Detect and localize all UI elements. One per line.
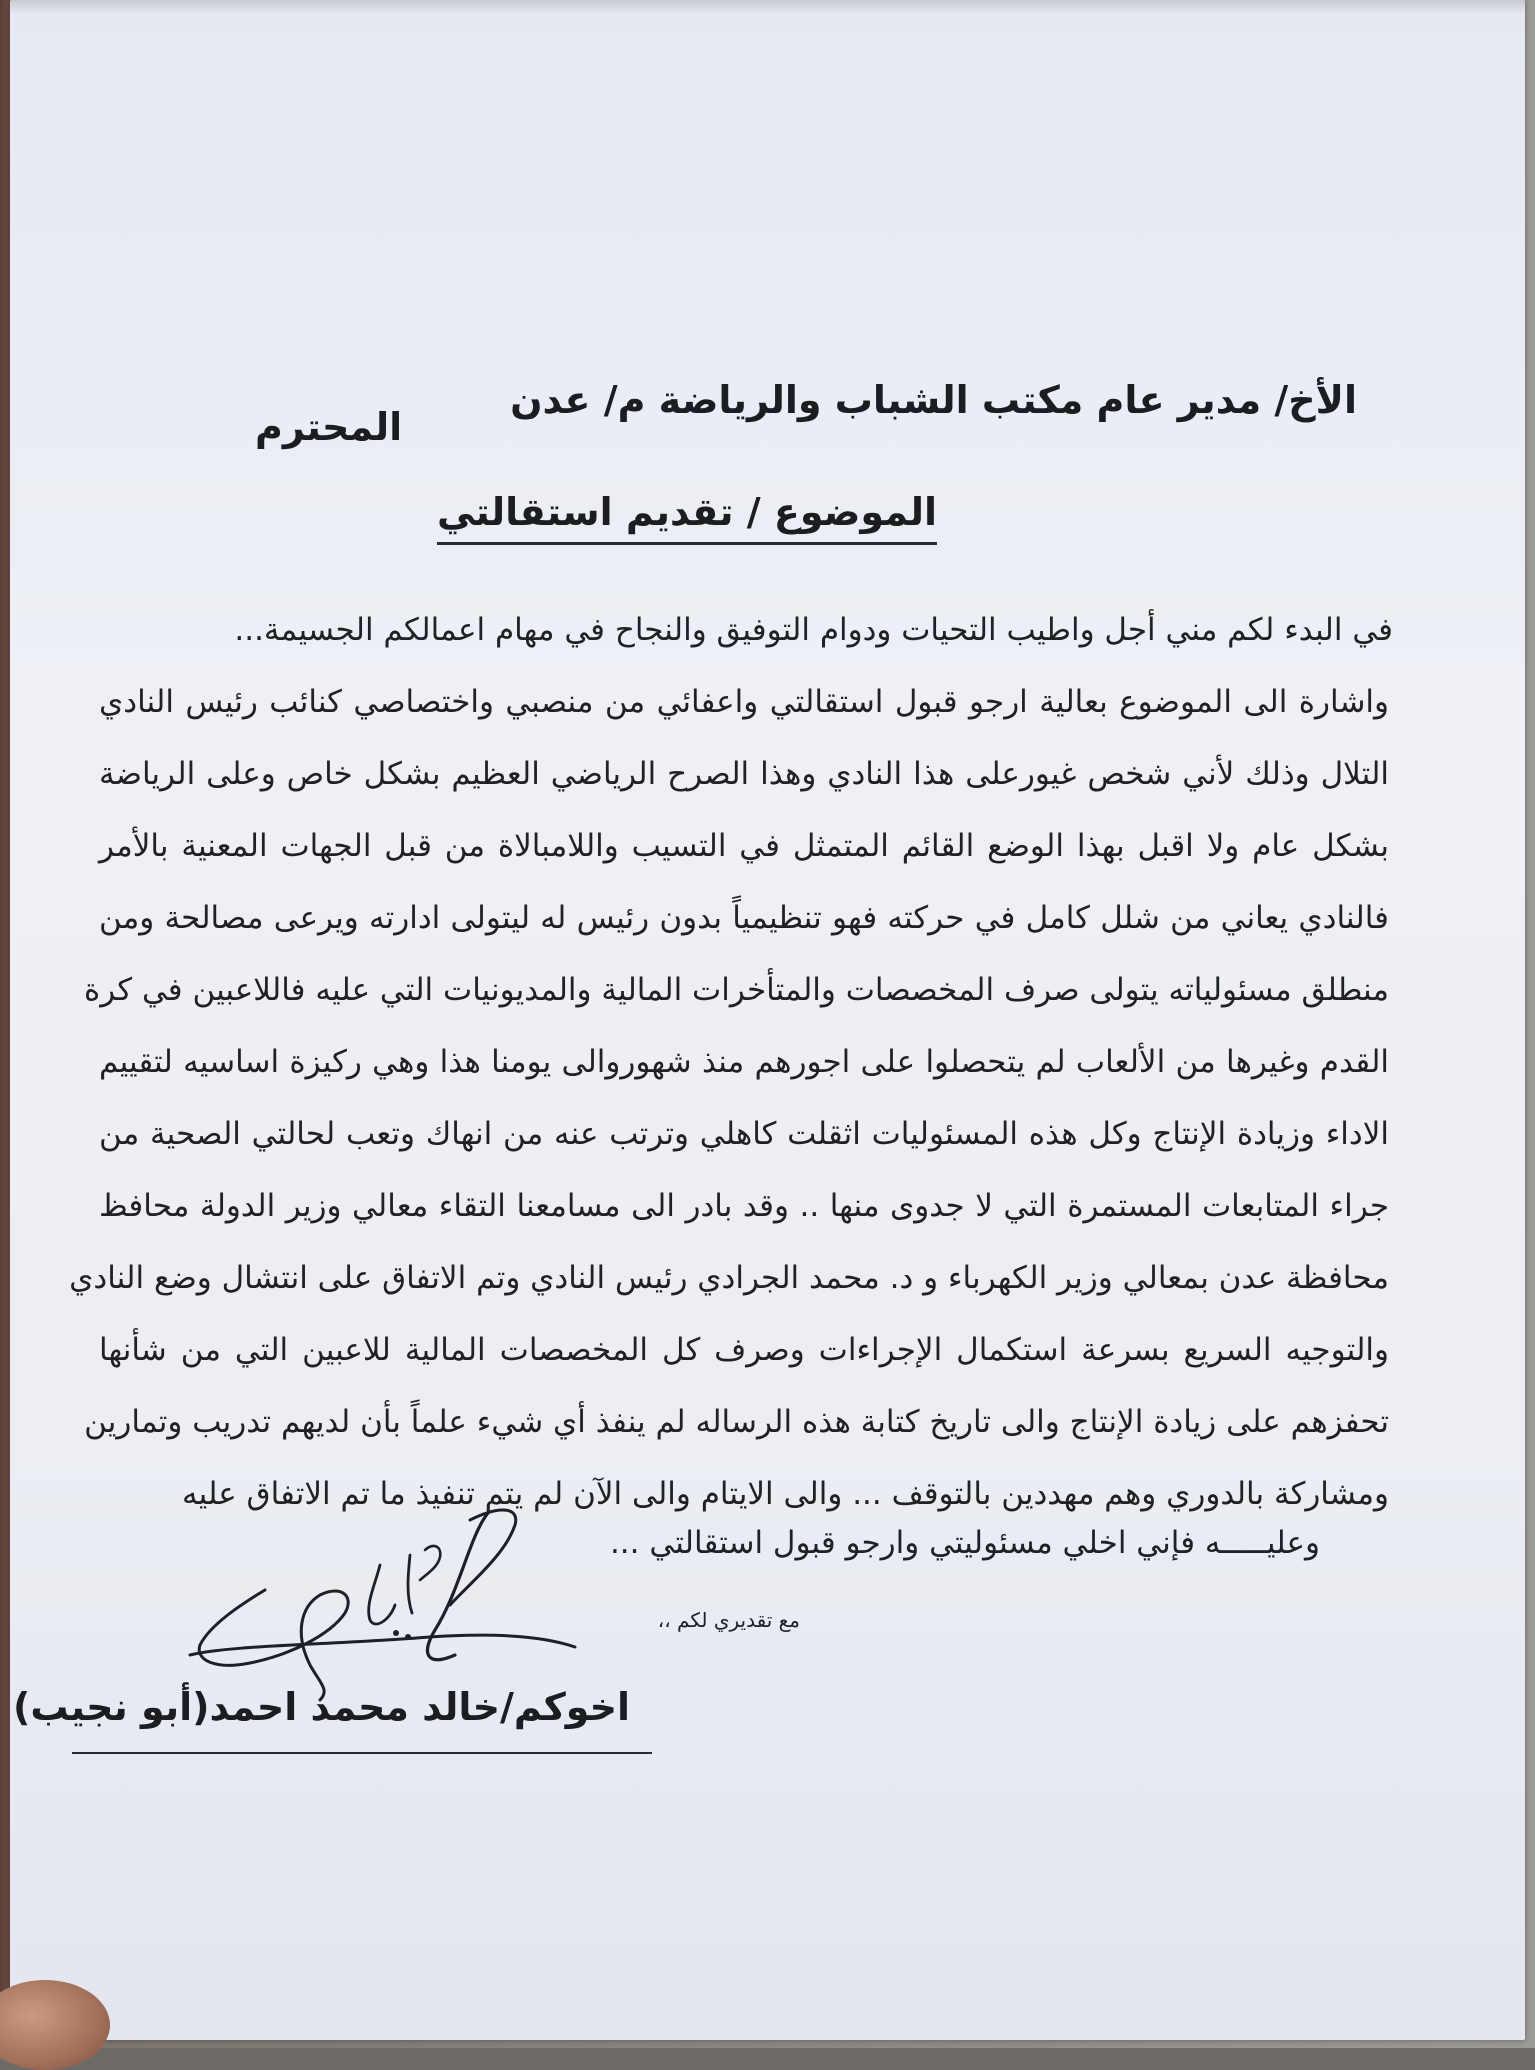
body-line: محافظة عدن بمعالي وزير الكهرباء و د. محمد الجرادي رئيس النادي وتم الاتفاق على انتشال وضع النادي bbox=[69, 1260, 1389, 1296]
body-line: جراء المتابعات المستمرة التي لا جدوى منها .. وقد بادر الى مسامعنا التقاء معالي وزير الدولة محافظ bbox=[99, 1188, 1389, 1224]
body-line: التلال وذلك لأني شخص غيورعلى هذا النادي وهذا الصرح الرياضي العظيم بشكل خاص وعلى الرياضة bbox=[99, 756, 1389, 792]
body-line: فالنادي يعاني من شلل كامل في حركته فهو تنظيمياً بدون رئيس له ليتولى ادارته ويرعى مصالحة ومن bbox=[99, 900, 1389, 936]
body-line: بشكل عام ولا اقبل بهذا الوضع القائم المتمثل في التسيب واللامبالاة من قبل الجهات المعنية بالأمر bbox=[99, 828, 1389, 864]
letter-page bbox=[10, 0, 1525, 2040]
addressee-line: الأخ/ مدير عام مكتب الشباب والرياضة م/ عدن bbox=[510, 378, 1357, 422]
body-line: القدم وغيرها من الألعاب لم يتحصلوا على اجورهم منذ شهوروالى يومنا هذا وهي ركيزة اساسيه لتقييم bbox=[99, 1044, 1389, 1080]
body-line: تحفزهم على زيادة الإنتاج والى تاريخ كتابة هذه الرساله لم ينفذ أي شيء علماً بأن لديهم تدريب وتمارين bbox=[84, 1404, 1389, 1440]
subject-line: الموضوع / تقديم استقالتي bbox=[437, 490, 937, 545]
handwritten-signature bbox=[170, 1495, 610, 1705]
body-line: والتوجيه السريع بسرعة استكمال الإجراءات وصرف كل المخصصات المالية للاعبين التي من شأنها bbox=[99, 1332, 1389, 1368]
letter-body bbox=[69, 594, 1393, 1530]
signature-underline bbox=[72, 1752, 652, 1754]
body-line: منطلق مسئولياته يتولى صرف المخصصات والمتأخرات المالية والمديونيات التي عليه فاللاعبين في كرة bbox=[84, 972, 1389, 1008]
sender-name: اخوكم/خالد محمد احمد(أبو نجيب) bbox=[13, 1685, 630, 1729]
body-line: واشارة الى الموضوع بعالية ارجو قبول استقالتي واعفائي من منصبي واختصاصي كنائب رئيس النادي bbox=[99, 684, 1389, 720]
regards-line: مع تقديري لكم ،، bbox=[657, 1608, 800, 1632]
body-line: في البدء لكم مني أجل واطيب التحيات ودوام التوفيق والنجاح في مهام اعمالكم الجسيمة... bbox=[234, 612, 1393, 648]
body-line: الاداء وزيادة الإنتاج وكل هذه المسئوليات اثقلت كاهلي وترتب عنه من انهاك وتعب لحالتي الصحية من bbox=[99, 1116, 1389, 1152]
addressee-honorific: المحترم bbox=[255, 405, 403, 449]
body-line: ومشاركة بالدوري وهم مهددين بالتوقف ... والى الايتام والى الآن لم يتم تنفيذ ما تم الاتفاق عليه bbox=[181, 1476, 1389, 1512]
closing-statement: وعليـــــه فإني اخلي مسئوليتي وارجو قبول استقالتي ... bbox=[609, 1525, 1320, 1561]
